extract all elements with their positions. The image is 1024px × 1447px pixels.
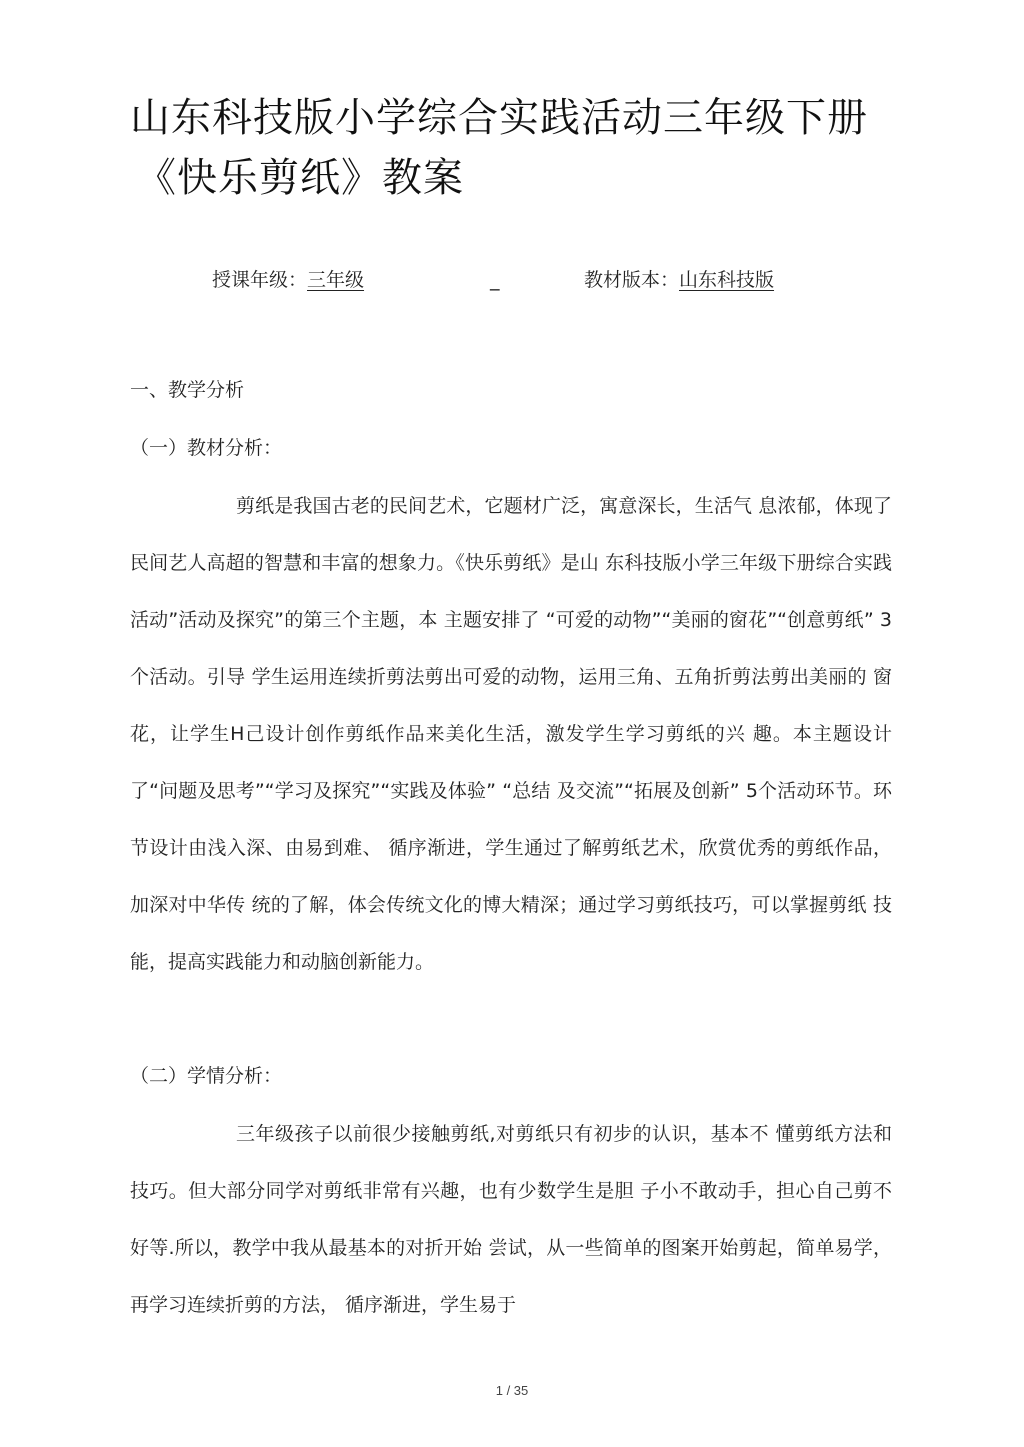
- grade-label: 授课年级：: [212, 269, 308, 291]
- document-title: [130, 88, 910, 208]
- edition-value: 山东科技版: [679, 269, 775, 291]
- subsection-heading-material-analysis: （一）教材分析：: [130, 437, 283, 459]
- grade-value: 三年级: [307, 269, 365, 291]
- grade-info: [212, 266, 364, 294]
- student-analysis-paragraph: 三年级孩子以前很少接触剪纸,对剪纸只有初步的认识，基本不 懂剪纸方法和技巧。但大部分同学对剪纸非常有兴趣，也有少数学生是胆 子小不敢动手，担心自己剪不好等.所以，教学中我从最基本的对折开始 尝试，从一些简单的图案开始剪起，简单易学，再学习连续折剪的方法， 循序渐进，学生易于: [130, 1123, 892, 1316]
- title-line-1: 山东科技版小学综合实践活动三年级下册: [130, 95, 868, 141]
- section-heading-teaching-analysis: 一、教学分析: [130, 379, 245, 401]
- material-analysis-paragraph: 剪纸是我国古老的民间艺术，它题材广泛，寓意深长，生活气 息浓郁，体现了民间艺人高超的智慧和丰富的想象力。《快乐剪纸》是山 东科技版小学三年级下册综合实践活动”活动及探究”的第三个主题，本 主题安排了 “可爱的动物”“美丽的窗花”“创意剪纸” 3个活动。引导 学生运用连续折剪法剪出可爱的动物，运用三角、五角折剪法剪出美丽的 窗花，让学生H己设计创作剪纸作品来美化生活，激发学生学习剪纸的兴 趣。本主题设计了“问题及思考”“学习及探究”“实践及体验” “总结 及交流”“拓展及创新” 5个活动环节。环节设计由浅入深、由易到难、 循序渐进，学生通过了解剪纸艺术，欣赏优秀的剪纸作品，加深对中华传 统的了解，体会传统文化的博大精深；通过学习剪纸技巧，可以掌握剪纸 技能，提高实践能力和动脑创新能力。: [130, 495, 892, 973]
- edition-label: 教材版本：: [584, 269, 680, 291]
- edition-info: [584, 266, 774, 294]
- meta-separator: _: [490, 269, 500, 291]
- page-indicator: 1 / 35: [495, 1383, 529, 1398]
- subsection-heading-student-analysis: （二）学情分析：: [130, 1065, 283, 1087]
- title-line-2: 《快乐剪纸》教案: [136, 155, 464, 201]
